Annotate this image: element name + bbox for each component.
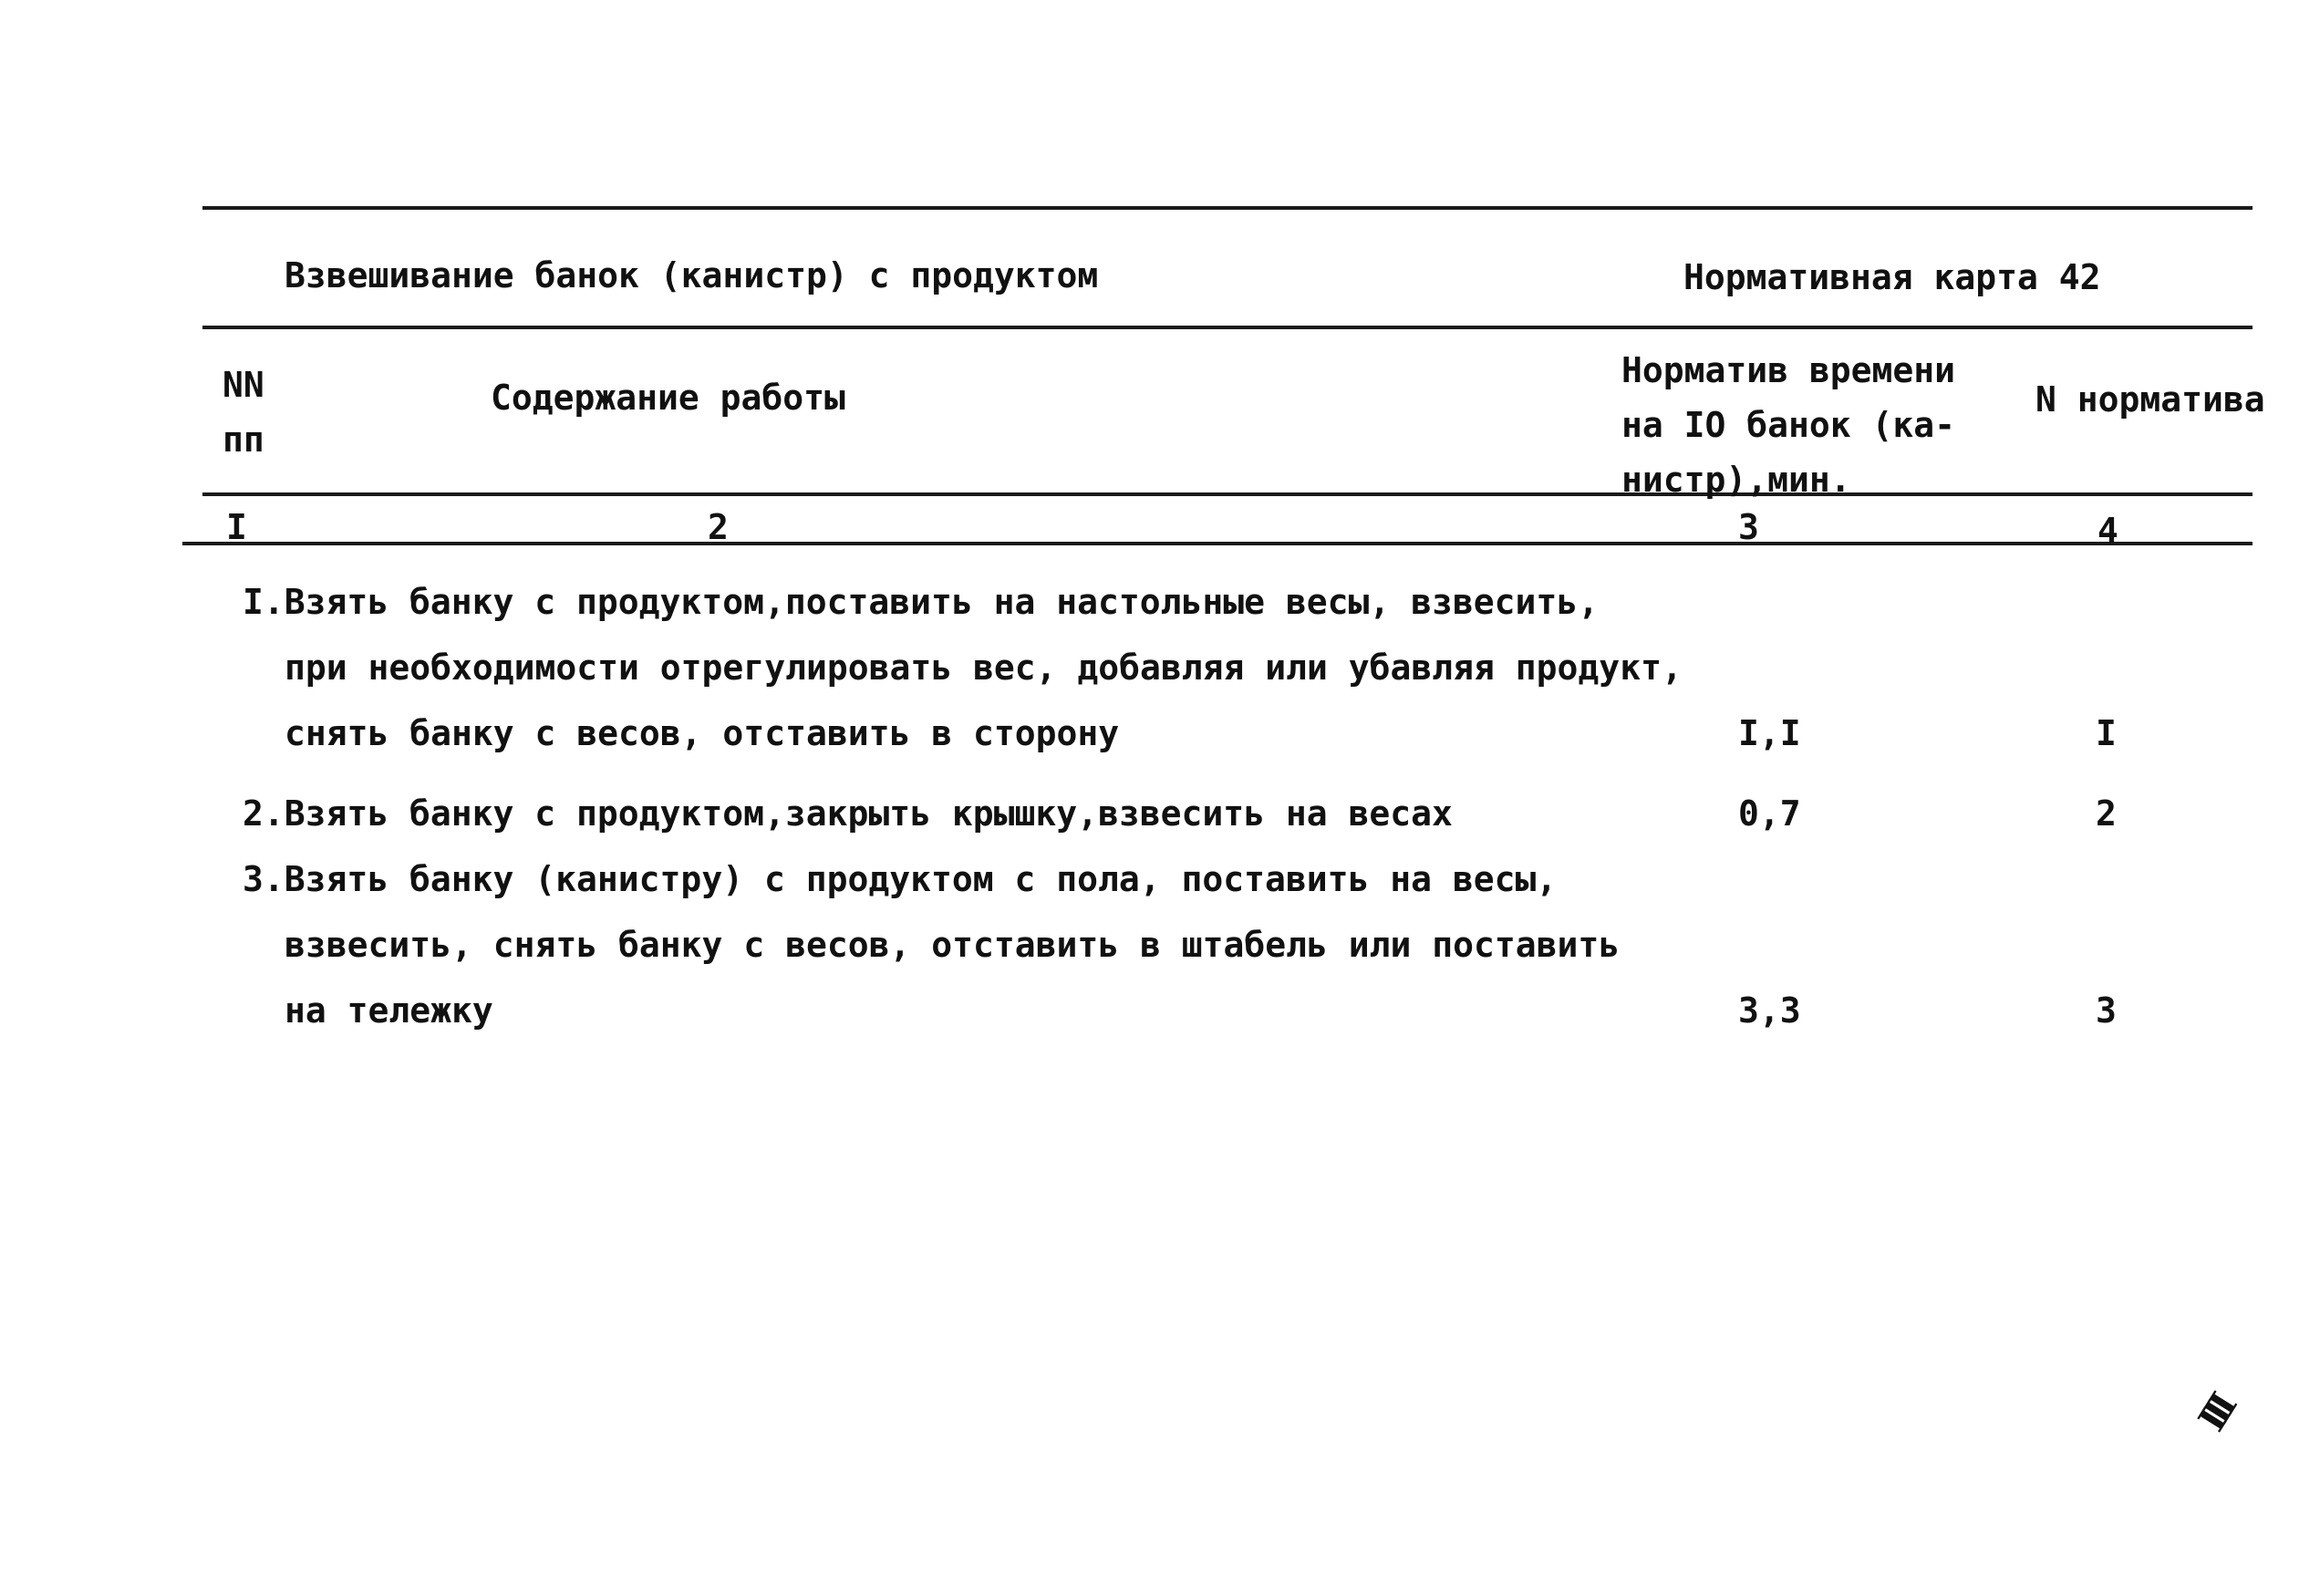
- top-rule: [202, 206, 2253, 210]
- column-number-3: 3: [1738, 507, 1759, 547]
- row-3-line-2: взвесить, снять банку с весов, отставить в штабель или поставить: [285, 925, 1621, 965]
- row-2-time: 0,7: [1738, 793, 1801, 834]
- row-1-line-3: снять банку с весов, отставить в сторону: [285, 713, 1120, 753]
- row-2-line-1: 2.Взять банку с продуктом,закрыть крышку,взвесить на весах: [243, 793, 1453, 834]
- row-2-norm: 2: [2096, 793, 2117, 834]
- page-mark: [2190, 1386, 2242, 1450]
- row-3-time: 3,3: [1738, 990, 1801, 1031]
- header-content: Содержание работы: [491, 378, 845, 418]
- row-1-line-1: I.Взять банку с продуктом,поставить на настольные весы, взвесить,: [243, 582, 1600, 622]
- card-number: Нормативная карта 42: [1683, 257, 2101, 297]
- header-norm: N норматива: [2035, 379, 2265, 420]
- column-number-rule: [182, 542, 2253, 545]
- header-number-line1: NN: [223, 365, 264, 405]
- page-mark-text: III: [2190, 1391, 2242, 1439]
- row-1-line-2: при необходимости отрегулировать вес, добавляя или убавляя продукт,: [285, 648, 1683, 688]
- title-rule: [202, 326, 2253, 329]
- row-3-norm: 3: [2096, 990, 2117, 1031]
- header-number-line2: пп: [223, 420, 264, 460]
- header-time-line1: Норматив времени: [1621, 350, 1956, 390]
- row-3-line-1: 3.Взять банку (канистру) с продуктом с пола, поставить на весы,: [243, 859, 1558, 899]
- column-number-2: 2: [708, 507, 729, 547]
- header-time: [1621, 343, 1955, 507]
- document-title: Взвешивание банок (канистр) с продуктом: [285, 255, 1099, 295]
- row-1-norm: I: [2096, 713, 2117, 753]
- header-number: [223, 358, 264, 467]
- header-time-line2: на IO банок (ка-: [1621, 405, 1956, 445]
- header-time-line3: нистр),мин.: [1621, 460, 1851, 500]
- column-number-1: I: [226, 507, 247, 547]
- column-number-4: 4: [2097, 511, 2118, 551]
- row-3-line-3: на тележку: [285, 990, 493, 1031]
- row-1-time: I,I: [1738, 713, 1801, 753]
